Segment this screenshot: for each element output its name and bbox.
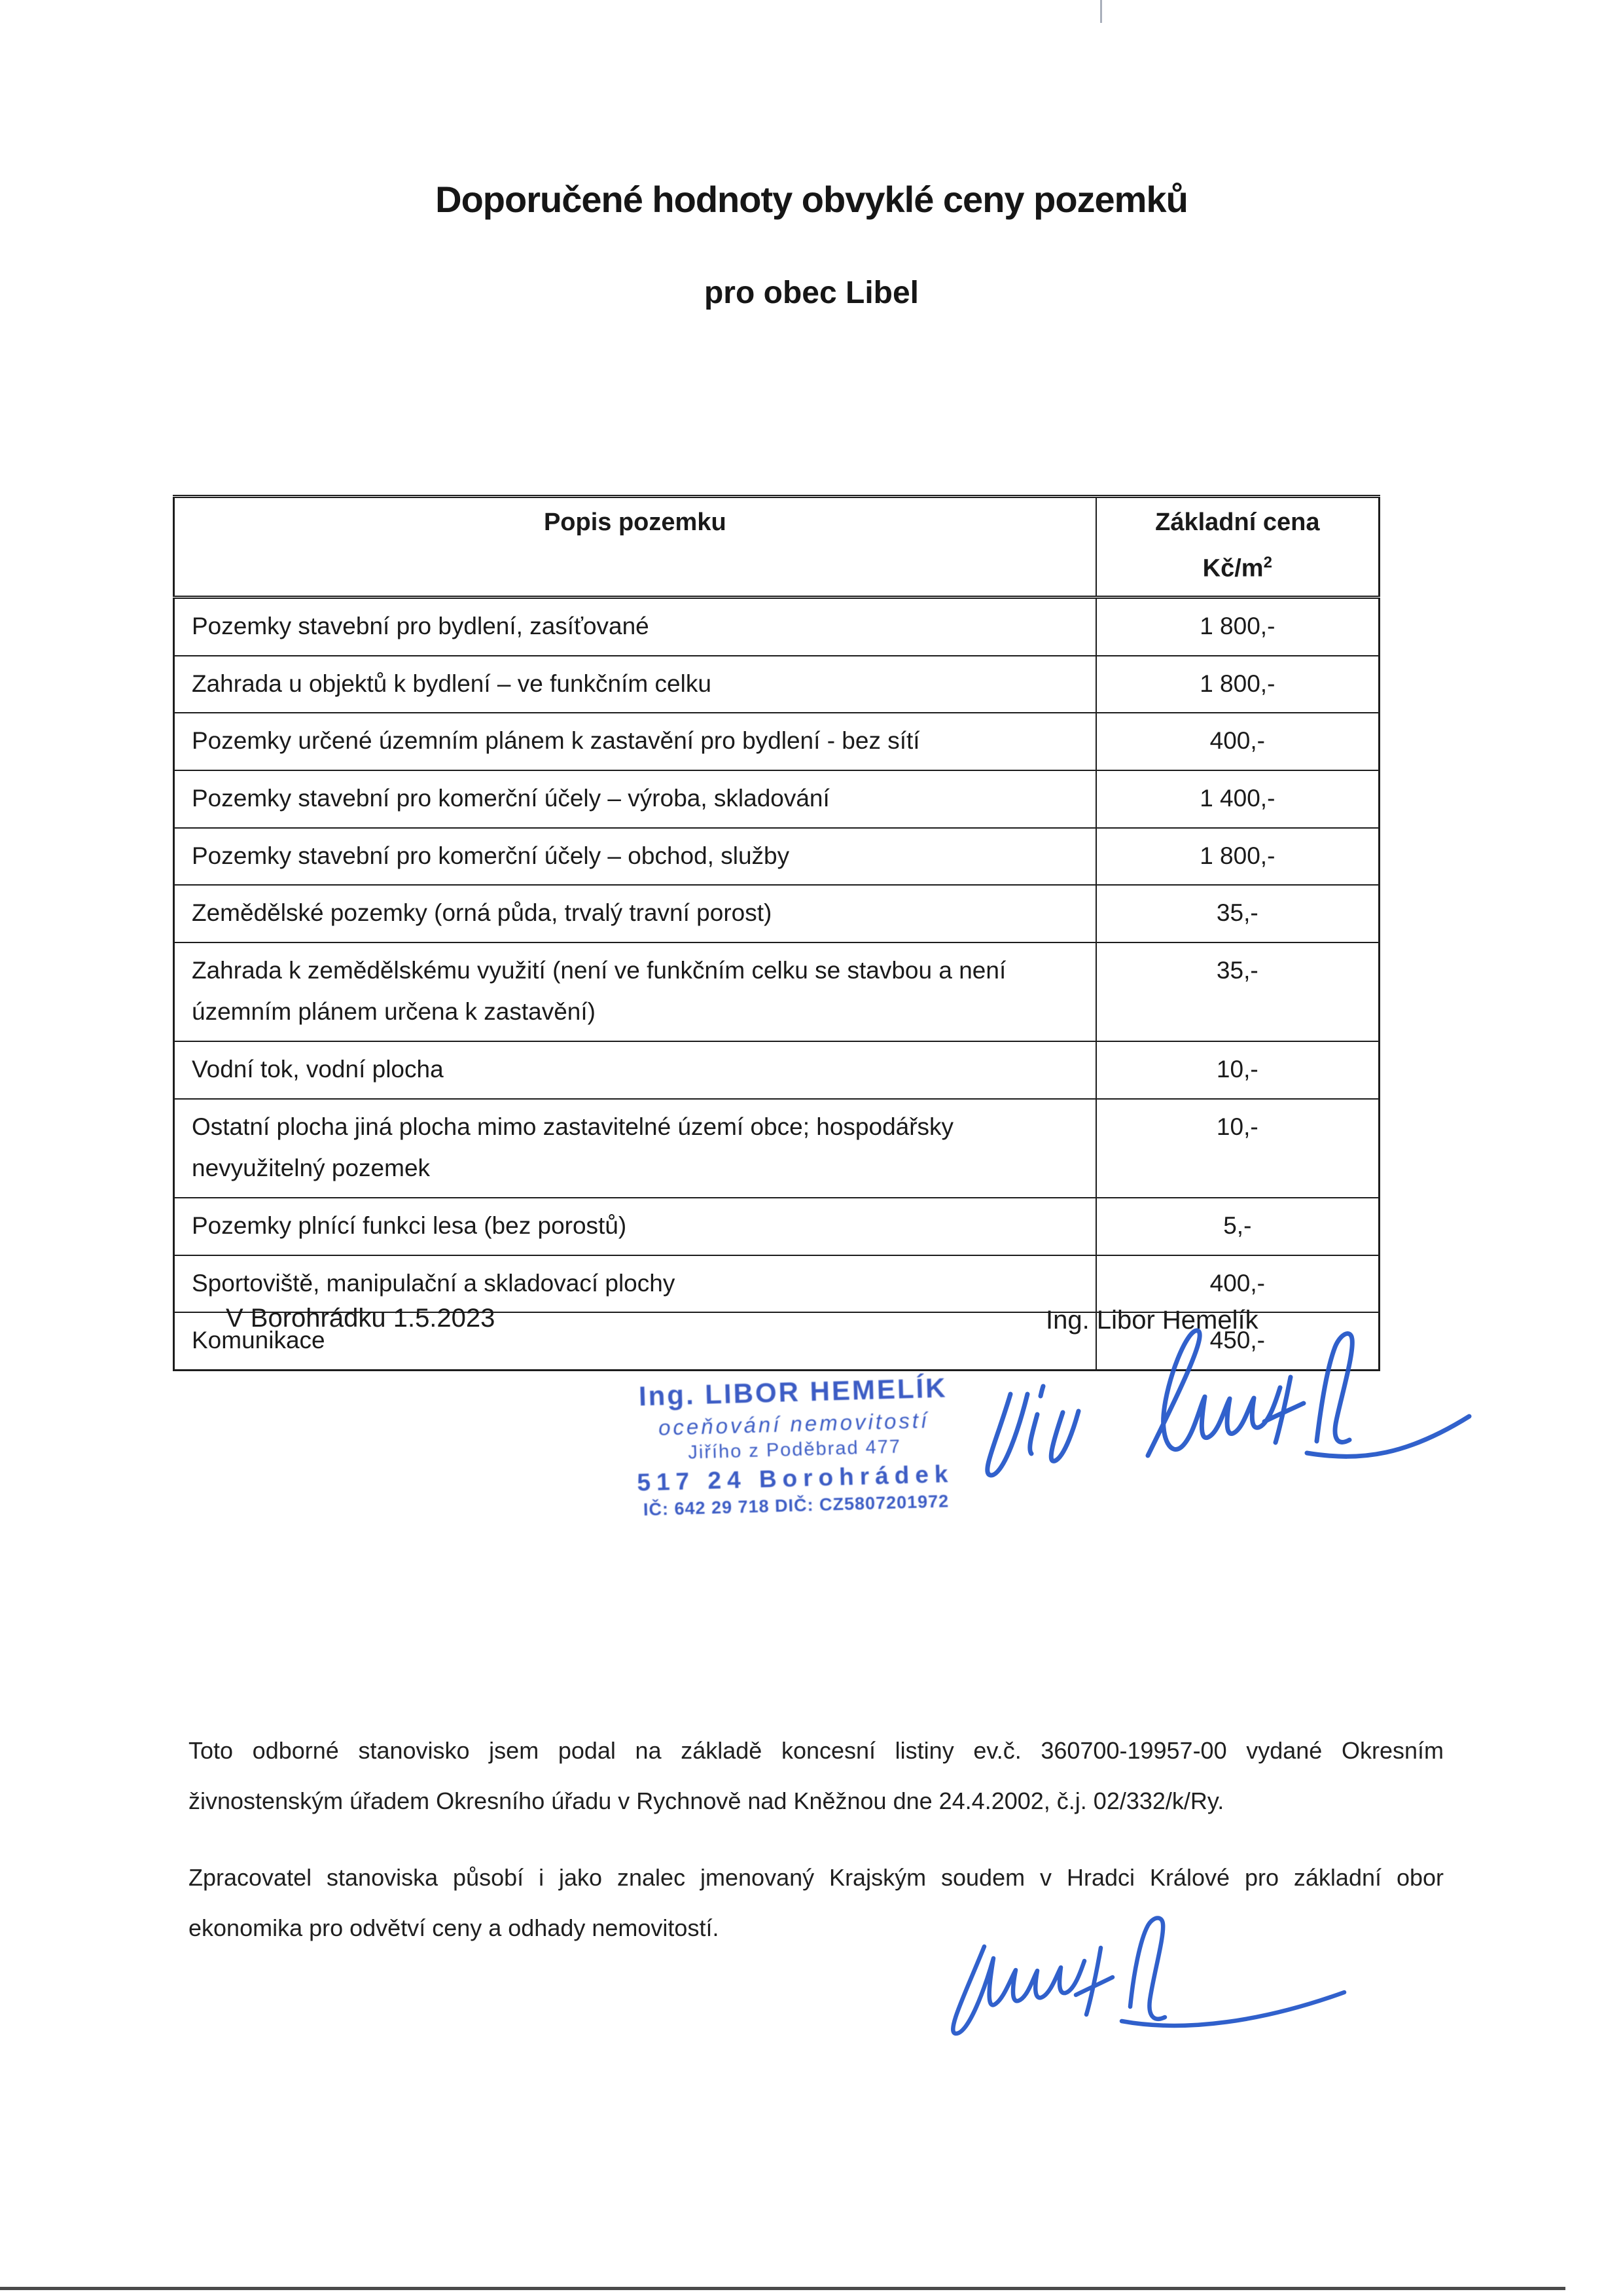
land-type-cell: Pozemky plnící funkci lesa (bez porostů) bbox=[174, 1198, 1096, 1255]
price-cell: 450,- bbox=[1096, 1312, 1380, 1370]
stamp-street: Jiřího z Poděbrad 477 bbox=[687, 1436, 902, 1464]
signature-image bbox=[950, 1317, 1474, 1480]
table-row bbox=[174, 598, 1380, 656]
stamp-profession: oceňování nemovitostí bbox=[658, 1407, 930, 1440]
paragraph-expert-appointment: Zpracovatel stanoviska působí i jako znalec jmenovaný Krajským soudem v Hradci Králové pro základní obor ekonomika pro odvětví ceny a odhady nemovitostí. bbox=[188, 1864, 1444, 1942]
land-type-cell: Zahrada u objektů k bydlení – ve funkčním celku bbox=[174, 656, 1096, 713]
table-row bbox=[174, 828, 1380, 886]
land-type-cell: Zemědělské pozemky (orná půda, trvalý travní porost) bbox=[174, 885, 1096, 942]
table-row bbox=[174, 1099, 1380, 1198]
document-subtitle: pro obec Libel bbox=[704, 276, 919, 310]
land-type-cell: Pozemky stavební pro bydlení, zasíťované bbox=[174, 598, 1096, 656]
land-type-cell: Pozemky stavební pro komerční účely – výroba, skladování bbox=[174, 770, 1096, 828]
header-cena-unit bbox=[1103, 554, 1372, 583]
price-cell: 1 800,- bbox=[1096, 828, 1380, 886]
column-header-zakladni-cena bbox=[1096, 497, 1380, 598]
land-type-cell: Pozemky určené územním plánem k zastavění pro bydlení - bez sítí bbox=[174, 713, 1096, 770]
paragraph-concession: Toto odborné stanovisko jsem podal na základě koncesní listiny ev.č. 360700-19957-00 vydané Okresním živnostenským úřadem Okresního úřadu v Rychnově nad Kněžnou dne 24.4.2002, č.j. 02/332/k/Ry. bbox=[188, 1737, 1444, 1815]
signature-stroke-group bbox=[953, 1918, 1344, 2034]
header-cena-line1: Základní cena bbox=[1155, 509, 1320, 536]
price-cell: 1 400,- bbox=[1096, 770, 1380, 828]
land-type-cell: Pozemky stavební pro komerční účely – obchod, služby bbox=[174, 828, 1096, 886]
stamp-name: Ing. LIBOR HEMELÍK bbox=[638, 1372, 948, 1412]
price-cell: 5,- bbox=[1096, 1198, 1380, 1255]
unit-text: Kč/m bbox=[1202, 554, 1264, 583]
rubber-stamp bbox=[634, 1370, 955, 1522]
table-row bbox=[174, 713, 1380, 770]
unit-superscript: 2 bbox=[1263, 554, 1272, 571]
price-cell: 35,- bbox=[1096, 885, 1380, 942]
price-cell: 400,- bbox=[1096, 713, 1380, 770]
land-type-cell: Vodní tok, vodní plocha bbox=[174, 1041, 1096, 1099]
signature-stroke-group bbox=[988, 1331, 1469, 1475]
document-title: Doporučené hodnoty obvyklé ceny pozemků bbox=[435, 179, 1188, 220]
table-row bbox=[174, 942, 1380, 1041]
land-type-cell: Ostatní plocha jiná plocha mimo zastavitelné území obce; hospodářsky nevyužitelný pozemek bbox=[174, 1099, 1096, 1198]
table-row bbox=[174, 1041, 1380, 1099]
table-row bbox=[174, 770, 1380, 828]
scan-artifact-top-line bbox=[1100, 0, 1102, 23]
signature-image-2 bbox=[911, 1909, 1356, 2046]
price-cell: 1 800,- bbox=[1096, 656, 1380, 713]
price-cell: 10,- bbox=[1096, 1041, 1380, 1099]
scan-artifact-bottom-line bbox=[0, 2287, 1565, 2290]
price-cell: 10,- bbox=[1096, 1099, 1380, 1198]
price-cell: 1 800,- bbox=[1096, 598, 1380, 656]
place-and-date: V Borohrádku 1.5.2023 bbox=[226, 1304, 495, 1333]
price-cell: 400,- bbox=[1096, 1255, 1380, 1313]
land-type-cell: Zahrada k zemědělskému využití (není ve funkčním celku se stavbou a není územním plánem určena k zastavění) bbox=[174, 942, 1096, 1041]
land-price-table bbox=[173, 495, 1380, 1371]
column-header-popis-pozemku: Popis pozemku bbox=[174, 497, 1096, 598]
land-type-cell: Komunikace bbox=[174, 1312, 1096, 1370]
table-row bbox=[174, 656, 1380, 713]
price-cell: 35,- bbox=[1096, 942, 1380, 1041]
table-row bbox=[174, 1198, 1380, 1255]
stamp-registration-numbers: IČ: 642 29 718 DIČ: CZ5807201972 bbox=[643, 1491, 950, 1520]
land-type-cell: Sportoviště, manipulační a skladovací plochy bbox=[174, 1255, 1096, 1313]
author-name: Ing. Libor Hemelík bbox=[1046, 1306, 1258, 1335]
table-row bbox=[174, 885, 1380, 942]
table-header-row bbox=[174, 497, 1380, 598]
stamp-city: 517 24 Borohrádek bbox=[636, 1460, 954, 1496]
